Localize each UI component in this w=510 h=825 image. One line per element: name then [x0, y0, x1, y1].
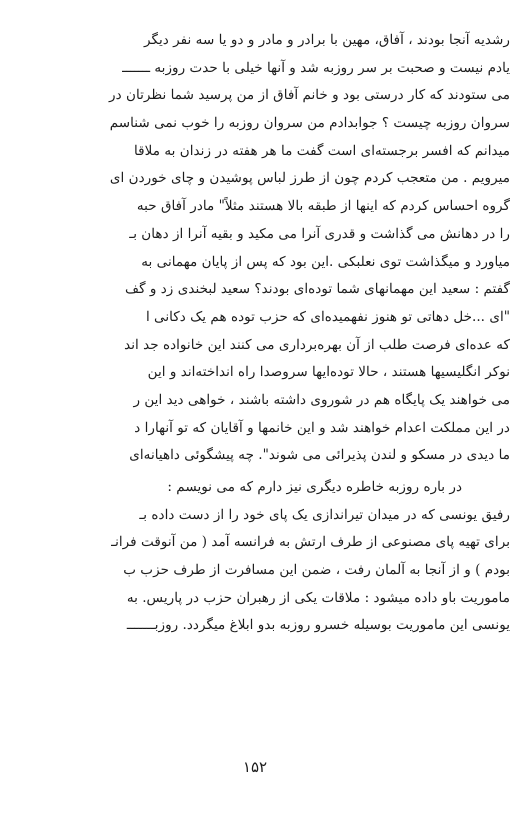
text-line: ما دیدی در مسکو و لندن پذیرائی می شوند". چه پیشگوئی داهیانه‌ای [129, 447, 510, 464]
text-line: می ستودند که کار درستی بود و خانم آفاق از من پرسید شما نظرتان در [109, 87, 510, 104]
text-line: میاورد و میگذاشت توی نعلبکی .این بود که پس از پایان مهمانی به [141, 253, 510, 270]
text-line: در این مملکت اعدام خواهند شد و این خانمها و آقایان که تو آنهارا د [134, 419, 510, 436]
text-line: میدانم که افسر برجسته‌ای است گفت ما هر هفته در زندان به ملاقا [134, 142, 510, 159]
text-line: ماموریت باو داده میشود : ملاقات یکی از رهبران حزب در پاریس. به [126, 589, 510, 606]
text-line: میرویم . من متعجب کردم چون از طرز لباس پوشیدن و چای خوردن ای [109, 170, 510, 187]
text-line: یادم نیست و صحبت بر سر روزبه شد و آنها خیلی با حدت روزبه ـــــــ [122, 59, 510, 76]
text-line: می خواهند یک پایگاه هم در شوروی داشته باشند ، خواهی دید این ر [133, 391, 510, 408]
text-line: "ای ...خل دهاتی تو هنوز نفهمیده‌ای که حزب توده هم یک دکانی ا [145, 308, 510, 325]
text-line: بودم ) و از آنجا به آلمان رفت ، ضمن این مسافرت از طرف حزب ب [123, 562, 510, 579]
text-line: گروه احساس کردم که اینها از طبقه بالا هستند مثلاً" مادر آفاق حبه [136, 198, 510, 215]
text-line: گفتم : سعید این مهمانهای شما توده‌ای بودند؟ سعید لبخندی زد و گف [125, 281, 510, 298]
text-line: را در دهانش می گذاشت و قدری آنرا می مکید و بقیه آنرا از دهان بـ [129, 225, 510, 242]
text-line: رشدیه آنجا بودند ، آفاق، مهین با برادر و مادر و دو یا سه نفر دیگر [144, 32, 510, 48]
text-line: برای تهیه پای مصنوعی از طرف ارتش به فرانسه آمد ( من آنوقت فرانـ [111, 534, 510, 551]
page-number: ۱۵۲ [242, 758, 268, 776]
text-line: یونسی این ماموریت بوسیله خسرو روزبه بدو ابلاغ میگردد. روزبـــــــ [126, 617, 510, 634]
body-text [5, 27, 510, 640]
text-line: سروان روزبه چیست ؟ جوابدادم من سروان روزبه را خوب نمی شناسم [109, 115, 510, 132]
paragraph-start-line: در باره روزبه خاطره دیگری نیز دارم که می نویسم : [167, 479, 462, 495]
text-line: که عده‌ای فرصت طلب از آن بهره‌برداری می کنند این خانواده جد اند [124, 336, 510, 353]
text-line: رفیق یونسی که در میدان تیراندازی یک پای خود را از دست داده بـ [139, 506, 510, 523]
text-line: نوکر انگلیسیها هستند ، حالا توده‌ایها سروصدا راه انداخته‌اند و این [147, 364, 510, 381]
